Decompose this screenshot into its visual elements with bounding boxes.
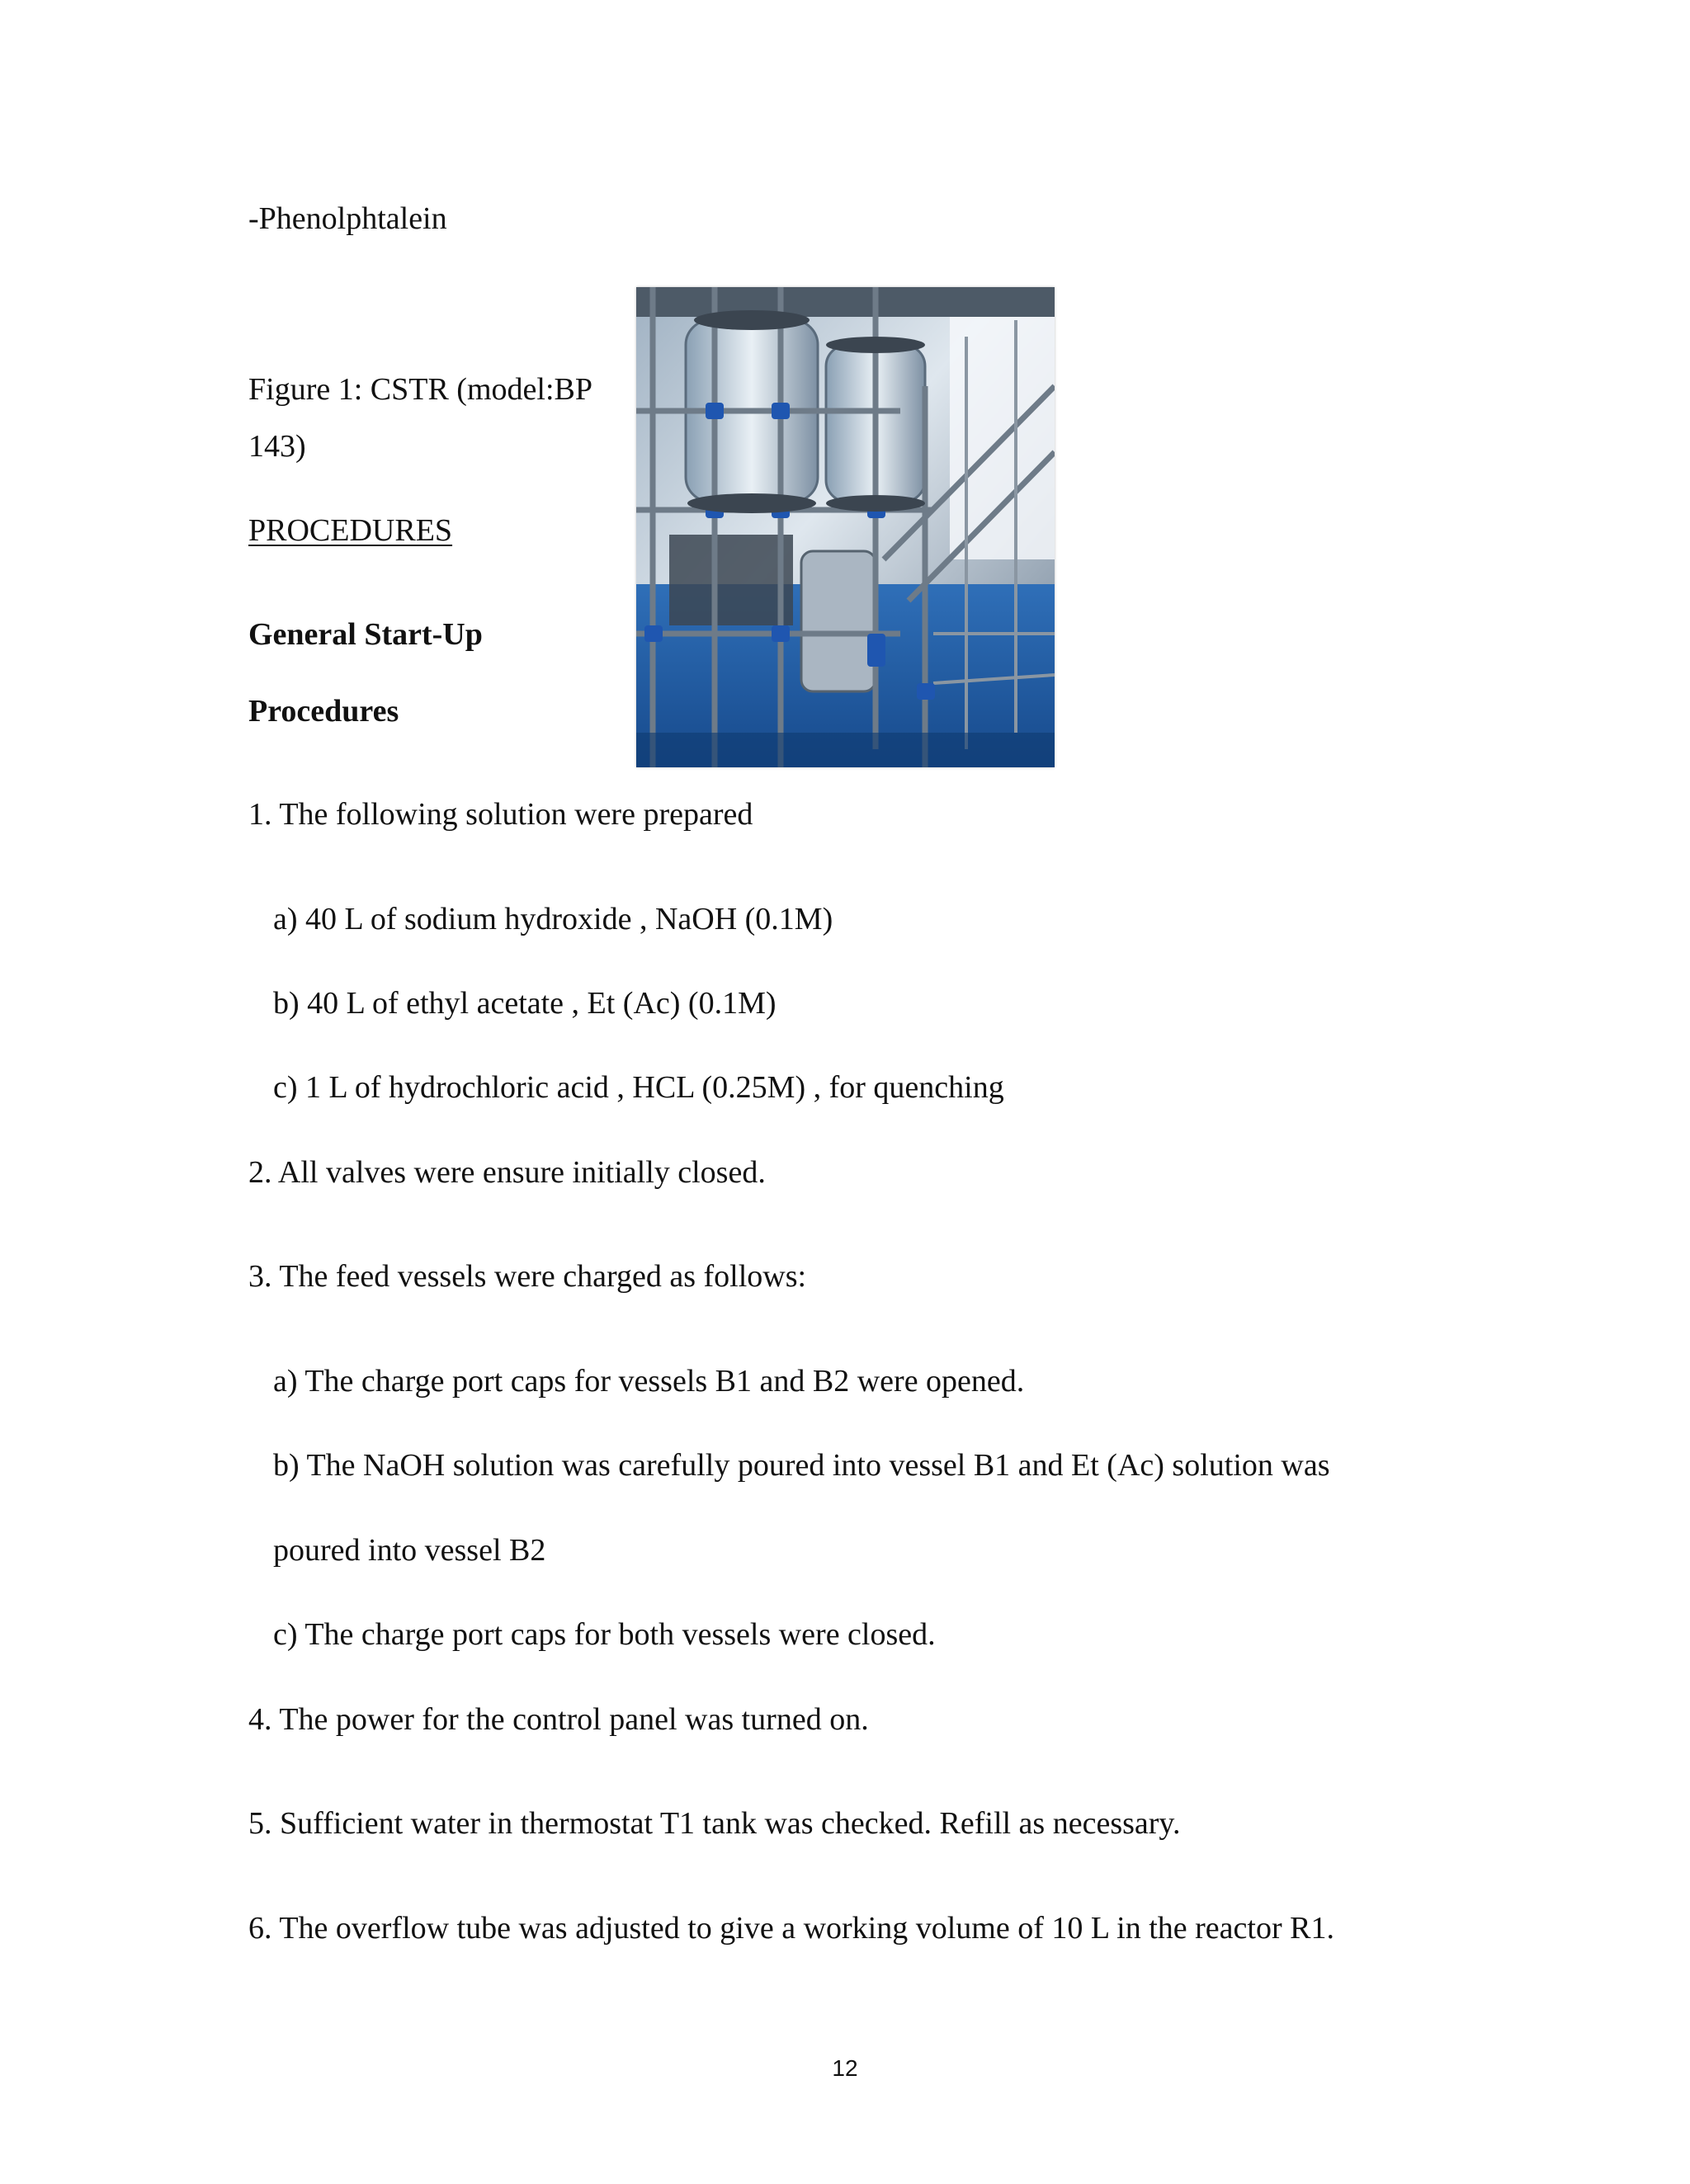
step-1c: c) 1 L of hydrochloric acid , HCL (0.25M) , for quenching (273, 1070, 1004, 1105)
step-3b-continued: poured into vessel B2 (273, 1533, 546, 1568)
step-1a: a) 40 L of sodium hydroxide , NaOH (0.1M) (273, 902, 833, 936)
step-1b: b) 40 L of ethyl acetate , Et (Ac) (0.1M) (273, 986, 777, 1021)
step-1: 1. The following solution were prepared (248, 797, 753, 832)
subheading-general-start-up: General Start-Up (248, 617, 483, 652)
step-3c: c) The charge port caps for both vessels were closed. (273, 1617, 936, 1652)
figure-caption-line-2: 143) (248, 429, 306, 464)
phenolphthalein-item: -Phenolphtalein (248, 201, 447, 236)
step-5: 5. Sufficient water in thermostat T1 tank was checked. Refill as necessary. (248, 1806, 1181, 1841)
step-2: 2. All valves were ensure initially closed. (248, 1155, 766, 1190)
step-3b: b) The NaOH solution was carefully poured into vessel B1 and Et (Ac) solution was (273, 1448, 1330, 1483)
step-4: 4. The power for the control panel was turned on. (248, 1702, 869, 1737)
page-number: 12 (832, 2055, 858, 2081)
cstr-reactor-photo (636, 287, 1055, 767)
step-3a: a) The charge port caps for vessels B1 and B2 were opened. (273, 1364, 1025, 1399)
figure-caption-line-1: Figure 1: CSTR (model:BP (248, 372, 592, 407)
cstr-photo-icon (636, 287, 1055, 767)
section-heading-procedures: PROCEDURES (248, 513, 453, 548)
step-3: 3. The feed vessels were charged as follows: (248, 1259, 807, 1294)
step-6: 6. The overflow tube was adjusted to give a working volume of 10 L in the reactor R1. (248, 1911, 1334, 1946)
subheading-procedures: Procedures (248, 694, 399, 729)
